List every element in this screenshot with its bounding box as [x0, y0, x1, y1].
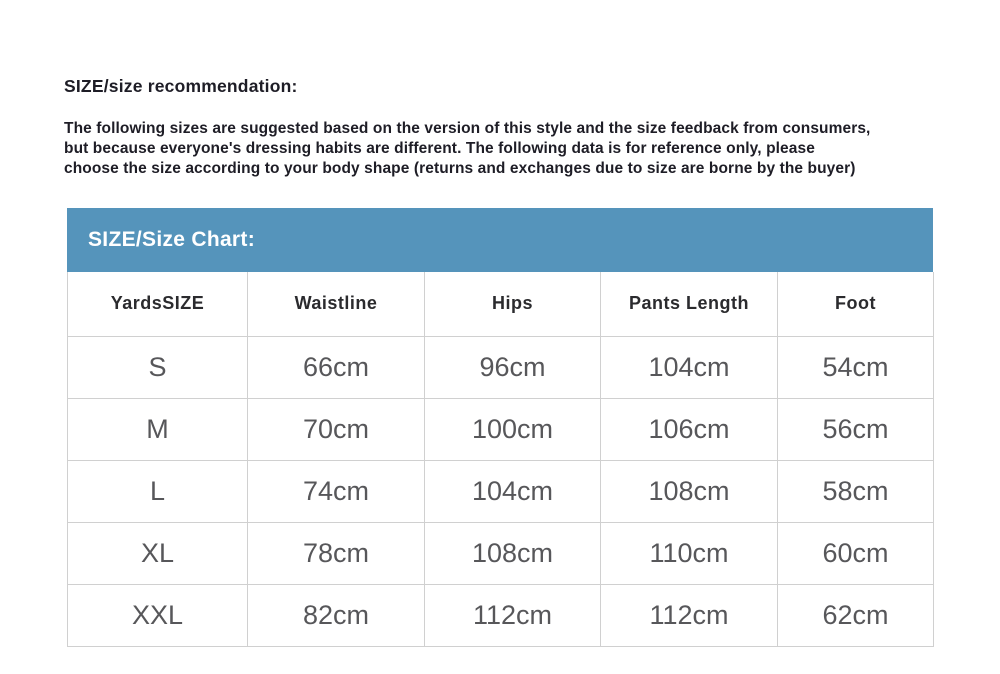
- intro-line: but because everyone's dressing habits are different. The following data is for reference only, please: [64, 140, 815, 157]
- foot-cell: 60cm: [778, 522, 934, 584]
- foot-cell: 62cm: [778, 584, 934, 646]
- waistline-cell: 70cm: [248, 398, 425, 460]
- hips-cell: 100cm: [425, 398, 601, 460]
- size-cell: XL: [68, 522, 248, 584]
- size-chart-title-bar: [67, 208, 933, 272]
- pants-length-cell: 110cm: [601, 522, 778, 584]
- foot-cell: 56cm: [778, 398, 934, 460]
- table-row-xxl: [68, 584, 934, 646]
- table-header-row: [68, 272, 934, 336]
- size-cell: L: [68, 460, 248, 522]
- pants-length-cell: 104cm: [601, 336, 778, 398]
- size-chart: [67, 208, 933, 647]
- waistline-cell: 78cm: [248, 522, 425, 584]
- waistline-cell: 82cm: [248, 584, 425, 646]
- foot-cell: 54cm: [778, 336, 934, 398]
- column-header-foot: Foot: [778, 272, 934, 336]
- column-header-pants-length: Pants Length: [601, 272, 778, 336]
- waistline-cell: 74cm: [248, 460, 425, 522]
- table-row-s: [68, 336, 934, 398]
- page-title: SIZE/size recommendation:: [64, 76, 298, 96]
- size-cell: S: [68, 336, 248, 398]
- table-row-l: [68, 460, 934, 522]
- hips-cell: 96cm: [425, 336, 601, 398]
- size-chart-title: SIZE/Size Chart:: [88, 228, 255, 251]
- hips-cell: 112cm: [425, 584, 601, 646]
- size-table: [67, 272, 934, 647]
- waistline-cell: 66cm: [248, 336, 425, 398]
- column-header-hips: Hips: [425, 272, 601, 336]
- intro-line: choose the size according to your body shape (returns and exchanges due to size are borne by the buyer): [64, 160, 856, 177]
- table-row-m: [68, 398, 934, 460]
- pants-length-cell: 108cm: [601, 460, 778, 522]
- pants-length-cell: 106cm: [601, 398, 778, 460]
- table-row-xl: [68, 522, 934, 584]
- size-cell: XXL: [68, 584, 248, 646]
- hips-cell: 104cm: [425, 460, 601, 522]
- column-header-waistline: Waistline: [248, 272, 425, 336]
- size-cell: M: [68, 398, 248, 460]
- column-header-yardssize: YardsSIZE: [68, 272, 248, 336]
- hips-cell: 108cm: [425, 522, 601, 584]
- intro-line: The following sizes are suggested based on the version of this style and the size feedback from consumers,: [64, 120, 871, 137]
- pants-length-cell: 112cm: [601, 584, 778, 646]
- foot-cell: 58cm: [778, 460, 934, 522]
- intro-paragraph: [64, 119, 954, 179]
